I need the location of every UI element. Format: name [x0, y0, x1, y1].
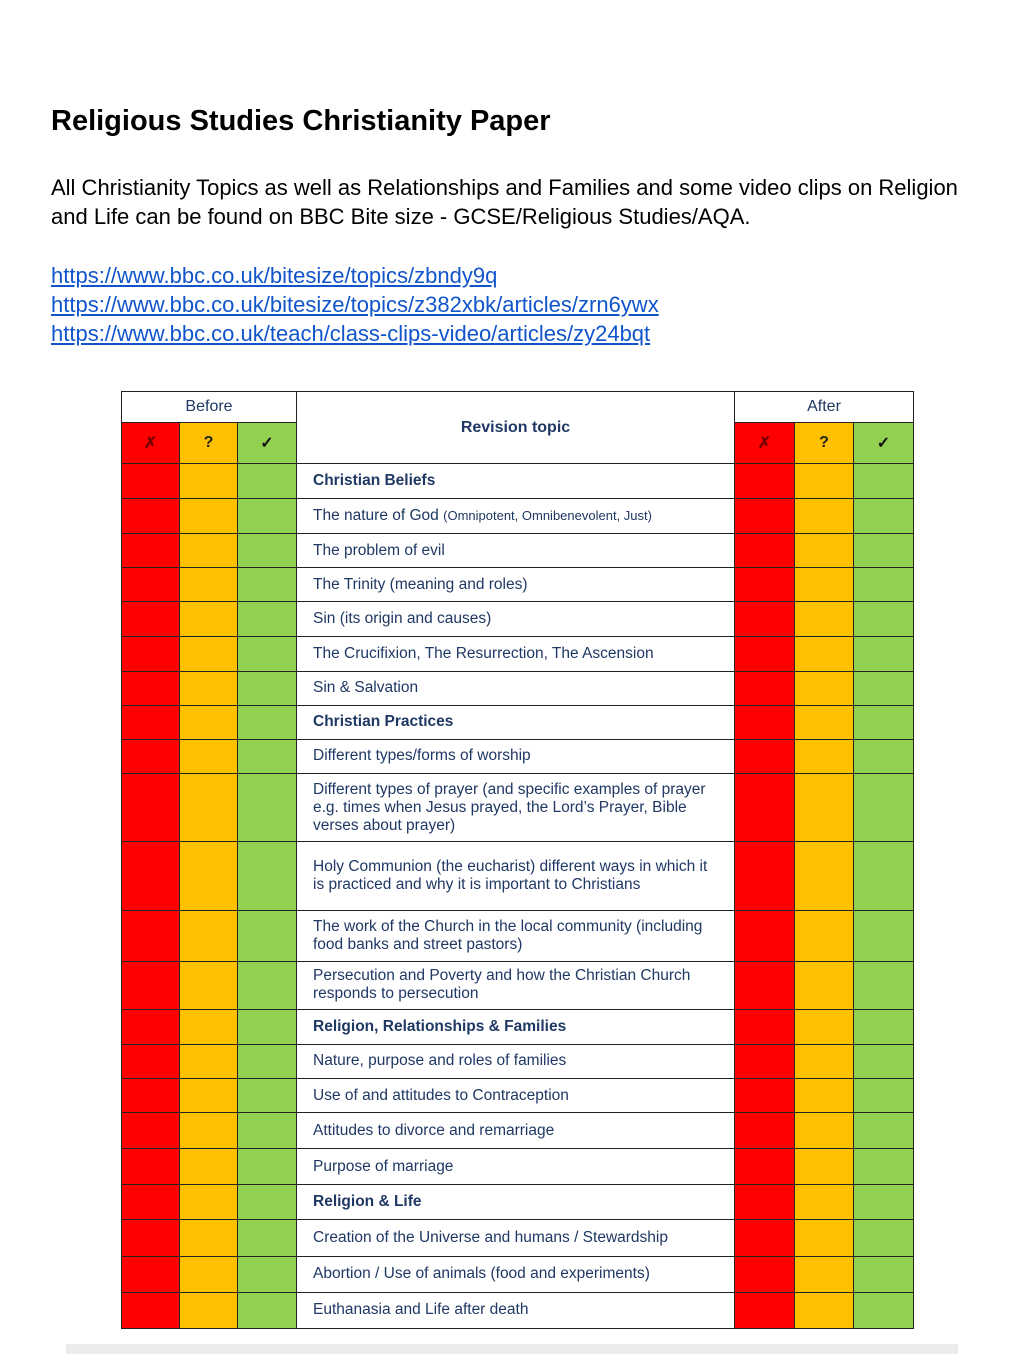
topic-text: Creation of the Universe and humans / Stewardship — [313, 1229, 668, 1247]
before-green-cell[interactable] — [238, 1113, 297, 1149]
after-green-cell[interactable] — [854, 739, 914, 773]
after-green-cell[interactable] — [854, 671, 914, 705]
intro-paragraph: All Christianity Topics as well as Relationships and Families and some video clips on Religion and Life can be found on BBC Bite size - GCSE/Religious Studies/AQA. — [51, 175, 958, 229]
after-green-cell[interactable] — [854, 1220, 914, 1256]
after-amber-cell[interactable] — [795, 1009, 854, 1044]
topic-text: Religion & Life — [313, 1193, 422, 1211]
after-amber-cell[interactable] — [795, 911, 854, 961]
topic-label — [297, 499, 735, 534]
after-green-cell[interactable] — [854, 1185, 914, 1220]
after-unsure-header: ? — [795, 423, 854, 464]
topic-row — [122, 739, 914, 773]
before-green-cell[interactable] — [238, 671, 297, 705]
after-amber-cell[interactable] — [795, 1185, 854, 1220]
before-red-cell[interactable] — [122, 1009, 180, 1044]
topic-text: The problem of evil — [313, 541, 445, 559]
topic-text: Abortion / Use of animals (food and experiments) — [313, 1265, 650, 1283]
topic-row — [122, 1009, 914, 1044]
before-red-cell[interactable] — [122, 1044, 180, 1078]
topic-text: Persecution and Poverty and how the Christian Church responds to persecution — [313, 967, 691, 1003]
after-green-cell[interactable] — [854, 1149, 914, 1185]
after-amber-cell[interactable] — [795, 1149, 854, 1185]
topic-row — [122, 961, 914, 1009]
before-amber-cell[interactable] — [180, 961, 238, 1009]
topic-text: Religion, Relationships & Families — [313, 1017, 567, 1035]
after-green-cell[interactable] — [854, 1256, 914, 1292]
after-amber-cell[interactable] — [795, 1113, 854, 1149]
after-green-cell[interactable] — [854, 1292, 914, 1328]
topic-row — [122, 636, 914, 671]
topic-text: Euthanasia and Life after death — [313, 1301, 529, 1319]
after-green-cell[interactable] — [854, 911, 914, 961]
after-confident-header: ✓ — [854, 423, 914, 464]
topic-text: Use of and attitudes to Contraception — [313, 1086, 569, 1104]
after-amber-cell[interactable] — [795, 1256, 854, 1292]
after-amber-cell[interactable] — [795, 534, 854, 568]
topic-label — [297, 1220, 735, 1256]
topic-label — [297, 1044, 735, 1078]
topic-row — [122, 1044, 914, 1078]
before-green-cell[interactable] — [238, 499, 297, 534]
topic-label — [297, 636, 735, 671]
topic-text: The Crucifixion, The Resurrection, The Ascension — [313, 644, 654, 662]
before-green-cell[interactable] — [238, 1292, 297, 1328]
section-heading — [297, 1009, 735, 1044]
topic-row — [122, 705, 914, 739]
after-not-confident-header: ✗ — [735, 423, 795, 464]
before-red-cell[interactable] — [122, 961, 180, 1009]
before-green-cell[interactable] — [238, 842, 297, 911]
before-red-cell[interactable] — [122, 773, 180, 841]
before-red-cell[interactable] — [122, 1149, 180, 1185]
after-green-cell[interactable] — [854, 636, 914, 671]
tracker-body — [122, 464, 914, 1329]
after-red-cell[interactable] — [735, 1044, 795, 1078]
topic-label — [297, 1079, 735, 1113]
before-amber-cell[interactable] — [180, 464, 238, 499]
topic-label — [297, 739, 735, 773]
before-amber-cell[interactable] — [180, 1009, 238, 1044]
before-amber-cell[interactable] — [180, 1292, 238, 1328]
section-heading — [297, 464, 735, 499]
after-red-cell[interactable] — [735, 961, 795, 1009]
before-amber-cell[interactable] — [180, 1079, 238, 1113]
after-red-cell[interactable] — [735, 534, 795, 568]
topic-label — [297, 842, 735, 911]
after-red-cell[interactable] — [735, 911, 795, 961]
before-green-cell[interactable] — [238, 1185, 297, 1220]
before-red-cell[interactable] — [122, 1185, 180, 1220]
section-heading — [297, 705, 735, 739]
after-amber-cell[interactable] — [795, 842, 854, 911]
topic-label — [297, 1149, 735, 1185]
after-green-cell[interactable] — [854, 1009, 914, 1044]
before-green-cell[interactable] — [238, 534, 297, 568]
after-amber-cell[interactable] — [795, 499, 854, 534]
topic-row — [122, 568, 914, 602]
before-confident-header: ✓ — [238, 423, 297, 464]
before-red-cell[interactable] — [122, 671, 180, 705]
after-green-cell[interactable] — [854, 534, 914, 568]
after-amber-cell[interactable] — [795, 773, 854, 841]
topic-label — [297, 534, 735, 568]
after-amber-cell[interactable] — [795, 671, 854, 705]
topic-row — [122, 1149, 914, 1185]
topic-row — [122, 842, 914, 911]
topic-row — [122, 499, 914, 534]
topic-row — [122, 1079, 914, 1113]
after-green-cell[interactable] — [854, 773, 914, 841]
after-red-cell[interactable] — [735, 602, 795, 636]
before-green-cell[interactable] — [238, 773, 297, 841]
topic-label — [297, 1113, 735, 1149]
topic-label — [297, 773, 735, 841]
before-amber-cell[interactable] — [180, 1220, 238, 1256]
topic-text: Christian Beliefs — [313, 472, 436, 490]
after-red-cell[interactable] — [735, 739, 795, 773]
topic-label — [297, 911, 735, 961]
revision-topic-header: Revision topic — [297, 392, 735, 464]
after-red-cell[interactable] — [735, 1079, 795, 1113]
before-red-cell[interactable] — [122, 534, 180, 568]
before-amber-cell[interactable] — [180, 671, 238, 705]
before-amber-cell[interactable] — [180, 568, 238, 602]
section-heading — [297, 1185, 735, 1220]
after-amber-cell[interactable] — [795, 568, 854, 602]
after-red-cell[interactable] — [735, 1185, 795, 1220]
before-red-cell[interactable] — [122, 464, 180, 499]
before-amber-cell[interactable] — [180, 636, 238, 671]
before-green-cell[interactable] — [238, 1009, 297, 1044]
topic-row — [122, 534, 914, 568]
topic-label — [297, 961, 735, 1009]
after-red-cell[interactable] — [735, 499, 795, 534]
topic-text: Holy Communion (the eucharist) different ways in which it is practiced and why it is important to Christians — [313, 858, 708, 894]
after-red-cell[interactable] — [735, 1149, 795, 1185]
before-green-cell[interactable] — [238, 961, 297, 1009]
before-green-cell[interactable] — [238, 1079, 297, 1113]
topic-text: The Trinity (meaning and roles) — [313, 575, 528, 593]
before-amber-cell[interactable] — [180, 911, 238, 961]
topic-label — [297, 1256, 735, 1292]
after-red-cell[interactable] — [735, 773, 795, 841]
topic-row — [122, 602, 914, 636]
after-amber-cell[interactable] — [795, 1220, 854, 1256]
before-green-cell[interactable] — [238, 705, 297, 739]
before-amber-cell[interactable] — [180, 1256, 238, 1292]
before-amber-cell[interactable] — [180, 739, 238, 773]
after-green-cell[interactable] — [854, 499, 914, 534]
page-bottom-divider — [66, 1344, 958, 1354]
topic-label — [297, 568, 735, 602]
before-amber-cell[interactable] — [180, 842, 238, 911]
topic-text: Different types/forms of worship — [313, 747, 531, 765]
after-red-cell[interactable] — [735, 1220, 795, 1256]
after-green-cell[interactable] — [854, 1113, 914, 1149]
after-amber-cell[interactable] — [795, 1079, 854, 1113]
before-red-cell[interactable] — [122, 739, 180, 773]
before-red-cell[interactable] — [122, 499, 180, 534]
after-amber-cell[interactable] — [795, 739, 854, 773]
before-amber-cell[interactable] — [180, 705, 238, 739]
before-red-cell[interactable] — [122, 1113, 180, 1149]
topic-row — [122, 1220, 914, 1256]
topic-text: Attitudes to divorce and remarriage — [313, 1121, 555, 1139]
after-amber-cell[interactable] — [795, 1292, 854, 1328]
before-header: Before — [122, 392, 297, 423]
topic-text: Nature, purpose and roles of families — [313, 1052, 567, 1070]
topic-row — [122, 1185, 914, 1220]
before-amber-cell[interactable] — [180, 534, 238, 568]
after-green-cell[interactable] — [854, 1044, 914, 1078]
before-green-cell[interactable] — [238, 568, 297, 602]
topic-text: The nature of God — [313, 507, 439, 525]
after-red-cell[interactable] — [735, 1256, 795, 1292]
after-amber-cell[interactable] — [795, 602, 854, 636]
before-amber-cell[interactable] — [180, 602, 238, 636]
before-amber-cell[interactable] — [180, 499, 238, 534]
before-green-cell[interactable] — [238, 1220, 297, 1256]
after-red-cell[interactable] — [735, 842, 795, 911]
before-red-cell[interactable] — [122, 1220, 180, 1256]
before-red-cell[interactable] — [122, 568, 180, 602]
before-green-cell[interactable] — [238, 602, 297, 636]
topic-text: The work of the Church in the local community (including food banks and street pastors) — [313, 918, 703, 954]
after-green-cell[interactable] — [854, 842, 914, 911]
after-red-cell[interactable] — [735, 568, 795, 602]
revision-tracker-table — [121, 391, 914, 1329]
after-green-cell[interactable] — [854, 705, 914, 739]
after-header: After — [735, 392, 914, 423]
after-green-cell[interactable] — [854, 602, 914, 636]
before-green-cell[interactable] — [238, 1044, 297, 1078]
before-green-cell[interactable] — [238, 464, 297, 499]
before-amber-cell[interactable] — [180, 1113, 238, 1149]
link-list — [51, 261, 659, 348]
bitesize-article-link[interactable]: https://www.bbc.co.uk/bitesize/topics/z382xbk/articles/zrn6ywx — [51, 292, 659, 317]
after-red-cell[interactable] — [735, 1292, 795, 1328]
topic-row — [122, 1113, 914, 1149]
after-red-cell[interactable] — [735, 636, 795, 671]
topic-label — [297, 671, 735, 705]
before-green-cell[interactable] — [238, 911, 297, 961]
before-green-cell[interactable] — [238, 636, 297, 671]
topic-row — [122, 1256, 914, 1292]
after-amber-cell[interactable] — [795, 961, 854, 1009]
before-red-cell[interactable] — [122, 842, 180, 911]
before-amber-cell[interactable] — [180, 1149, 238, 1185]
before-unsure-header: ? — [180, 423, 238, 464]
topic-text: Christian Practices — [313, 713, 454, 731]
after-red-cell[interactable] — [735, 705, 795, 739]
after-green-cell[interactable] — [854, 1079, 914, 1113]
class-clips-link[interactable]: https://www.bbc.co.uk/teach/class-clips-video/articles/zy24bqt — [51, 321, 651, 346]
topic-row — [122, 773, 914, 841]
before-red-cell[interactable] — [122, 1292, 180, 1328]
bitesize-topics-link[interactable]: https://www.bbc.co.uk/bitesize/topics/zbndy9q — [51, 263, 498, 288]
after-amber-cell[interactable] — [795, 705, 854, 739]
before-green-cell[interactable] — [238, 739, 297, 773]
before-red-cell[interactable] — [122, 636, 180, 671]
before-green-cell[interactable] — [238, 1149, 297, 1185]
topic-row — [122, 464, 914, 499]
before-red-cell[interactable] — [122, 1256, 180, 1292]
after-red-cell[interactable] — [735, 464, 795, 499]
topic-label — [297, 1292, 735, 1328]
after-amber-cell[interactable] — [795, 464, 854, 499]
after-amber-cell[interactable] — [795, 1044, 854, 1078]
topic-note: (Omnipotent, Omnibenevolent, Just) — [443, 508, 652, 524]
before-red-cell[interactable] — [122, 1079, 180, 1113]
topic-text: Different types of prayer (and specific examples of prayer e.g. times when Jesus prayed, the Lord’s Prayer, Bible verses about prayer) — [313, 780, 706, 834]
before-red-cell[interactable] — [122, 602, 180, 636]
page-title: Religious Studies Christianity Paper — [51, 105, 551, 137]
before-red-cell[interactable] — [122, 911, 180, 961]
topic-row — [122, 671, 914, 705]
topic-text: Sin & Salvation — [313, 679, 419, 697]
after-red-cell[interactable] — [735, 1009, 795, 1044]
after-green-cell[interactable] — [854, 568, 914, 602]
before-not-confident-header: ✗ — [122, 423, 180, 464]
after-red-cell[interactable] — [735, 1113, 795, 1149]
before-amber-cell[interactable] — [180, 1044, 238, 1078]
topic-text: Sin (its origin and causes) — [313, 609, 492, 627]
topic-row — [122, 911, 914, 961]
before-amber-cell[interactable] — [180, 773, 238, 841]
before-green-cell[interactable] — [238, 1256, 297, 1292]
after-amber-cell[interactable] — [795, 636, 854, 671]
topic-row — [122, 1292, 914, 1328]
before-red-cell[interactable] — [122, 705, 180, 739]
before-amber-cell[interactable] — [180, 1185, 238, 1220]
after-red-cell[interactable] — [735, 671, 795, 705]
topic-text: Purpose of marriage — [313, 1157, 454, 1175]
after-green-cell[interactable] — [854, 961, 914, 1009]
topic-label — [297, 602, 735, 636]
after-green-cell[interactable] — [854, 464, 914, 499]
